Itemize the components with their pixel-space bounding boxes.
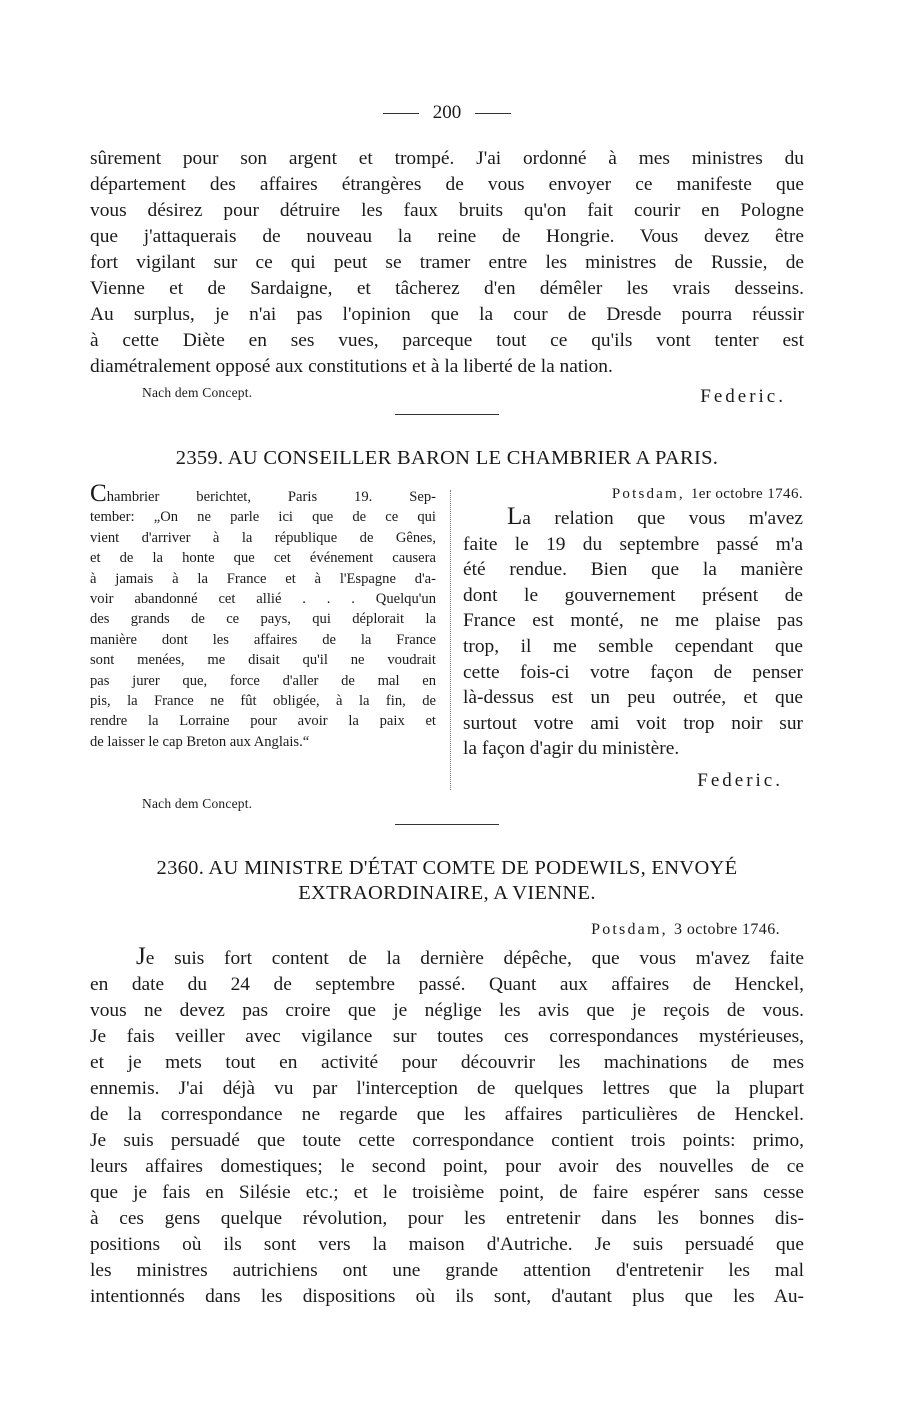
letter-line: la façon d'agir du ministère.: [463, 738, 680, 760]
letter-line: Je fais veiller avec vigilance sur toutes ces correspondances mystérieuses,: [90, 1026, 804, 1047]
letter-2359-body: [90, 480, 804, 794]
text-line: fort vigilant sur ce qui peut se tramer entre les ministres de Russie, de: [90, 252, 804, 273]
text-line: Au surplus, je n'ai pas l'opinion que la cour de Dresde pourra réussir: [90, 304, 804, 325]
summary-column: [90, 480, 436, 752]
letter-line: en date du 24 de septembre passé. Quant aux affaires de Henckel,: [90, 974, 804, 995]
summary-line: sont menées, me disait qu'il ne voudrait: [90, 652, 436, 669]
letter-heading-line: EXTRAORDINAIRE, A VIENNE.: [298, 882, 596, 904]
text-line: que j'attaquerais de nouveau la reine de Hongrie. Vous devez être: [90, 226, 804, 247]
summary-line: Chambrier berichtet, Paris 19. Sep-: [90, 480, 436, 507]
letter-line: ennemis. J'ai déjà vu par l'interception de quelques lettres que la plupart: [90, 1078, 804, 1099]
letter-line: été rendue. Bien que la manière: [463, 559, 803, 581]
letter-line: trop, il me semble cependant que: [463, 635, 803, 657]
letter-heading: 2359. AU CONSEILLER BARON LE CHAMBRIER A PARIS.: [175, 447, 719, 469]
initial-letter: C: [90, 480, 107, 507]
letter-line: Je suis fort content de la dernière dépêche, que vous m'avez faite: [136, 943, 804, 970]
letter-heading-line: 2360. AU MINISTRE D'ÉTAT COMTE DE PODEWILS, ENVOYÉ: [156, 857, 738, 879]
text-line: département des affaires étrangères de vous envoyer ce manifeste que: [90, 174, 804, 195]
letter-line: Je suis persuadé que toute cette correspondance contient trois points: primo,: [90, 1130, 804, 1151]
letter-2360-body: [90, 944, 804, 1310]
header-rule-right: [475, 113, 511, 114]
dateline: [463, 484, 803, 504]
source-note: Nach dem Concept.: [142, 796, 253, 811]
initial-letter: L: [507, 503, 523, 530]
signature: Federic.: [700, 386, 786, 407]
letter-line: leurs affaires domestiques; le second point, pour avoir des nouvelles de ce: [90, 1156, 804, 1177]
section-divider: [395, 824, 499, 825]
letter-line: et je mets tout en activité pour découvrir les machinations de mes: [90, 1052, 804, 1073]
text-line: à cette Diète en ses vues, parceque tout ce qu'ils vont tenter est: [90, 330, 804, 351]
letter-line: positions où ils sont vers la maison d'Autriche. Je suis persuadé que: [90, 1234, 804, 1255]
continuation-paragraph: [90, 146, 804, 380]
summary-line: à jamais à la France et à l'Espagne d'a-: [90, 570, 436, 587]
summary-line: rendre la Lorraine pour avoir la paix et: [90, 713, 436, 730]
summary-line: voir abandonné cet allié . . . Quelqu'un: [90, 591, 436, 608]
text-line: diamétralement opposé aux constitutions et à la liberté de la nation.: [90, 356, 613, 377]
page-number: 200: [432, 102, 462, 123]
letter-line: là-dessus est un peu outrée, et que: [463, 687, 803, 709]
letter-line: faite le 19 du septembre passé m'a: [463, 533, 803, 555]
dateline-place: Potsdam,: [611, 486, 685, 502]
summary-line: des grands de ce pays, qui déplorait la: [90, 611, 436, 628]
summary-line: pas jurer que, force d'aller de mal en: [90, 672, 436, 689]
summary-line: et de la honte que cet événement causera: [90, 550, 436, 567]
source-note: Nach dem Concept.: [142, 385, 253, 400]
letter-line: cette fois-ci votre façon de penser: [463, 661, 803, 683]
summary-line: de laisser le cap Breton aux Anglais.“: [90, 733, 310, 750]
letter-line: les ministres autrichiens ont une grande attention d'entretenir les mal: [90, 1260, 804, 1281]
page-header: [90, 102, 804, 124]
letter-paragraph: [90, 944, 804, 1310]
letter-line: La relation que vous m'avez: [507, 503, 803, 530]
header-rule-left: [383, 113, 419, 114]
summary-line: vient d'arriver à la république de Gênes,: [90, 529, 436, 546]
letter-line: vous ne devez pas croire que je néglige les avis que je reçois de vous.: [90, 1000, 804, 1021]
summary-line: manière dont les affaires de la France: [90, 631, 436, 648]
text-line: sûrement pour son argent et trompé. J'ai ordonné à mes ministres du: [90, 148, 804, 169]
letter-line: de la correspondance ne regarde que les affaires particulières de Henckel.: [90, 1104, 804, 1125]
dateline-date: 3 octobre 1746.: [674, 921, 780, 938]
dateline-date: 1er octobre 1746.: [690, 486, 803, 502]
text-line: Vienne et de Sardaigne, et tâcherez d'en démêler les vrais desseins.: [90, 278, 804, 299]
letter-line: à ces gens quelque révolution, pour les entretenir dans les bonnes dis-: [90, 1208, 804, 1229]
letter-line: intentionnés dans les dispositions où ils sont, d'autant plus que les Au-: [90, 1286, 804, 1307]
letter-line: dont le gouvernement présent de: [463, 584, 803, 606]
letter-line: France est monté, ne me plaise pas: [463, 610, 803, 632]
text-line: vous désirez pour détruire les faux bruits qu'on fait courir en Pologne: [90, 200, 804, 221]
letter-line: que je fais en Silésie etc.; et le troisième point, de faire espérer sans cesse: [90, 1182, 804, 1203]
dateline-place: Potsdam,: [591, 921, 668, 938]
section-divider: [395, 414, 499, 415]
summary-line: tember: „On ne parle ici que de ce qui: [90, 509, 436, 526]
signature: Federic.: [697, 769, 783, 791]
letter-column: [463, 484, 803, 794]
continuation-text: [90, 146, 804, 380]
letter-heading: [90, 857, 804, 905]
letter-line: surtout votre ami voit trop noir sur: [463, 712, 803, 734]
summary-line: pis, la France ne fût obligée, à la fin, de: [90, 693, 436, 710]
dateline: [591, 920, 780, 940]
column-divider: [450, 490, 451, 790]
initial-letter: J: [136, 943, 146, 970]
